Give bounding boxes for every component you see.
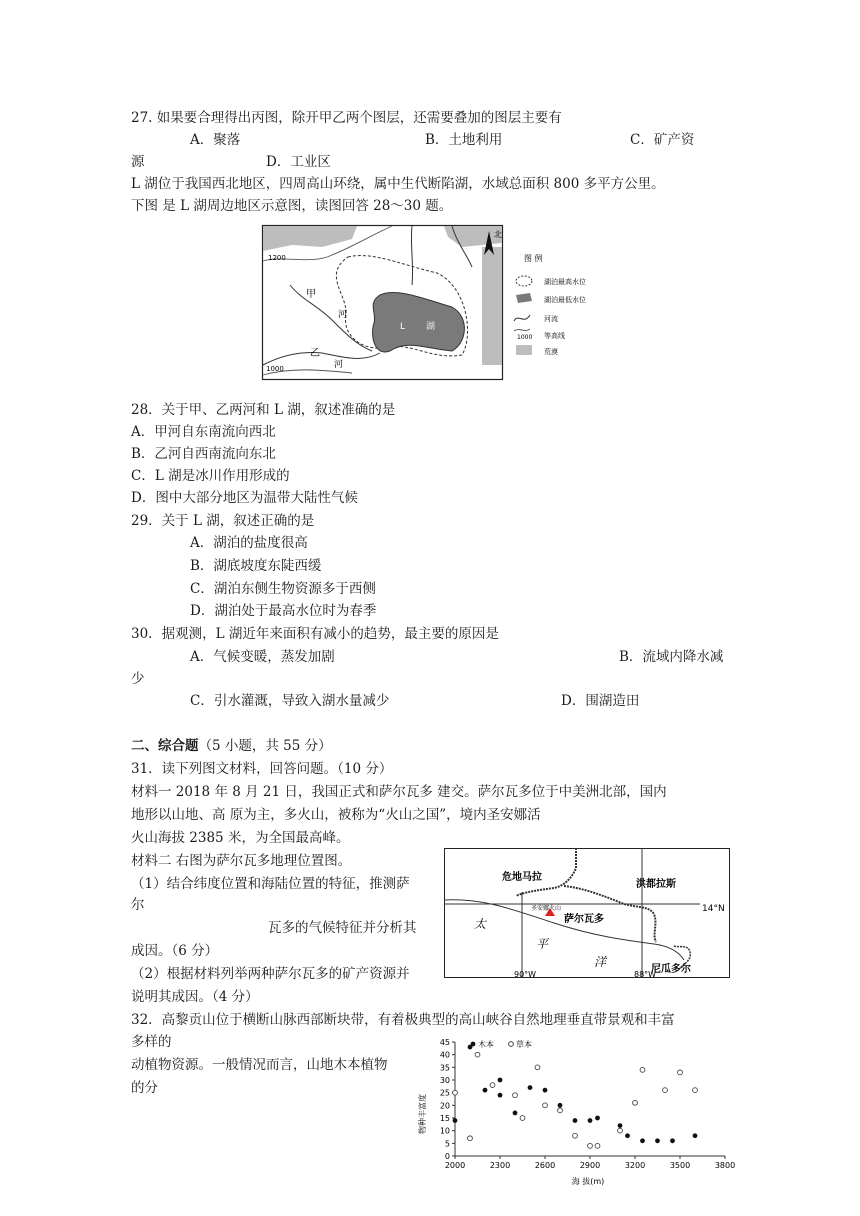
q31-stem: 31．读下列图文材料，回答问题。（10 分） [131,761,393,777]
y-tick-label: 5 [444,1139,450,1149]
woody-point [595,1116,600,1121]
herb-point [588,1143,593,1148]
woody-point [625,1133,630,1138]
legend-river-icon [514,315,530,321]
label-guatemala: 危地马拉 [502,872,542,883]
section2-score: （5 小题，共 55 分） [198,738,332,754]
q31-part1-line2: 尔 [131,897,145,913]
woody-point [588,1118,593,1123]
x-tick-label: 3800 [714,1161,736,1170]
q31-material1-line1: 材料一 2018 年 8 月 21 日，我国正式和萨尔瓦多 建交。萨尔瓦多位于中美洲北部，国内 [131,784,667,800]
chart-ticks [440,1038,735,1170]
y-tick-label: 20 [439,1101,450,1111]
label-lon-90w: 90°W [514,970,537,979]
q30-option-d: D．围湖造田 [561,693,640,709]
q31-material2: 材料二 右图为萨尔瓦多地理位置图。 [131,853,352,869]
y-tick-label: 15 [439,1114,450,1123]
chart-axes [455,1042,725,1156]
label-elsalvador: 萨尔瓦多 [564,914,604,925]
q27-option-d: D．工业区 [266,154,331,170]
herb-point [513,1093,518,1098]
label-ocean-3: 洋 [594,955,607,969]
legend-low: 湖泊最低水位 [544,296,586,304]
map2-frame [445,849,730,978]
chart-y-label: 物种丰富度 [418,1094,427,1134]
label-lake-l: L [400,322,406,332]
q31-material1-line2: 地形以山地、高 原为主，多火山，被称为“火山之国”，境内圣安娜活 [131,807,541,823]
herb-point [595,1143,600,1148]
q28-option-b: B．乙河自西南流向东北 [131,446,276,462]
legend-low-icon [516,293,532,303]
section2-title: 二、综合题 [131,738,199,754]
herb-point [663,1088,668,1093]
label-ocean-1: 太 [474,917,487,931]
woody-point [453,1118,458,1123]
y-tick-label: 25 [439,1088,450,1098]
label-1200: 1200 [268,254,286,262]
legend-contour-num: 1000 [517,334,533,341]
y-tick-label: 10 [439,1126,450,1136]
q30-stem: 30．据观测，L 湖近年来面积有减小的趋势，最主要的原因是 [131,626,499,642]
legend-marker [509,1042,514,1047]
q27-option-c-cont: 源 [131,154,145,170]
herb-point [535,1065,540,1070]
y-tick-label: 40 [439,1050,450,1060]
woody-point [618,1123,623,1128]
woody-point [528,1085,533,1090]
herb-point [678,1070,683,1075]
legend-desert-icon [516,345,532,355]
q28-option-c: C．L 湖是冰川作用形成的 [131,468,290,484]
herb-point [633,1100,638,1105]
woody-point [573,1118,578,1123]
q29-stem: 29．关于 L 湖，叙述正确的是 [131,513,315,529]
desert-area-east [482,247,502,365]
x-tick-label: 2300 [489,1161,511,1170]
legend-label: 木本 [478,1040,494,1049]
section2-heading [131,737,332,755]
herb-point [640,1067,645,1072]
legend-high: 湖泊最高水位 [544,278,586,286]
q32-line2: 多样的 [131,1034,172,1050]
q29-option-d: D．湖泊处于最高水位时为春季 [190,603,377,619]
q32-line1: 32．高黎贡山位于横断山脉西部断块带，有着极典型的高山峡谷自然地理垂直带景观和丰富 [131,1012,675,1028]
q29-option-b: B．湖底坡度东陡西缓 [190,558,322,574]
q31-part1-line3: 瓦多的气候特征并分析其 [268,920,417,936]
legend-contour-icon [514,329,530,331]
q30-option-b: B．流域内降水减 [619,649,724,665]
woody-point [655,1138,660,1143]
herb-point [693,1088,698,1093]
y-tick-label: 30 [439,1076,450,1085]
label-honduras: 洪都拉斯 [636,879,676,890]
x-tick-label: 2600 [534,1161,556,1170]
q30-option-a: A．气候变暖，蒸发加剧 [190,649,335,665]
q31-material1-line3: 火山海拔 2385 米，为全国最高峰。 [131,830,350,846]
herb-point [475,1052,480,1057]
species-richness-chart [413,1034,736,1186]
label-yi-he: 河 [334,360,344,370]
legend-label: 草本 [516,1040,532,1049]
herb-point [490,1083,495,1088]
q27-option-c: C．矿产资 [630,132,695,148]
chart-x-label: 海 拔(m) [571,1177,605,1186]
herb-point [453,1090,458,1095]
y-tick-label: 45 [439,1038,450,1047]
q31-part1-line1: （1）结合纬度位置和海陆位置的特征，推测萨 [131,876,410,892]
legend-marker [471,1042,476,1047]
legend-title: 图 例 [524,254,543,263]
legend-river: 河流 [544,315,558,323]
herb-point [618,1128,623,1133]
q30-option-b-cont: 少 [131,671,145,687]
woody-point [543,1088,548,1093]
herb-point [543,1103,548,1108]
label-1000: 1000 [266,365,284,373]
label-volcano: 圣安娜火山 [531,905,562,912]
chart-legend [471,1039,532,1049]
woody-point [693,1133,698,1138]
y-tick-label: 35 [439,1063,450,1073]
q31-part2-line1: （2）根据材料列举两种萨尔瓦多的矿产资源并 [131,966,410,982]
label-lat-14n: 14°N [702,904,725,914]
label-yi: 乙 [310,348,320,359]
herb-point [573,1133,578,1138]
q27-option-a: A．聚落 [190,132,241,148]
chart-points [453,1045,698,1149]
intro28-line1: L 湖位于我国西北地区，四周高山环绕，属中生代断陷湖，水域总面积 800 多平方公里。 [131,176,665,192]
q27-stem: 27. 如果要合理得出丙图，除开甲乙两个图层，还需要叠加的图层主要有 [131,110,562,126]
woody-point [670,1138,675,1143]
legend-desert: 荒漠 [544,348,558,356]
x-tick-label: 3200 [624,1161,646,1170]
woody-point [498,1093,503,1098]
x-tick-label: 2000 [444,1161,466,1170]
q27-option-b: B．土地利用 [425,132,503,148]
label-jia: 甲 [306,289,316,300]
q29-option-a: A．湖泊的盐度很高 [190,535,308,551]
herb-point [520,1116,525,1121]
q32-line4: 的分 [131,1080,158,1096]
legend-contour: 等高线 [544,332,565,340]
x-tick-label: 3500 [669,1161,691,1170]
q31-part2-line2: 说明其成因。（4 分） [131,989,259,1005]
herb-point [468,1136,473,1141]
q28-option-a: A．甲河自东南流向西北 [131,424,276,440]
woody-point [483,1088,488,1093]
label-nicaragua: 尼瓜多尔 [651,964,691,975]
x-tick-label: 2900 [579,1161,601,1170]
q28-stem: 28．关于甲、乙两河和 L 湖，叙述准确的是 [131,402,396,418]
herb-point [558,1108,563,1113]
el-salvador-map [444,848,730,978]
q28-option-d: D．图中大部分地区为温带大陆性气候 [131,490,358,506]
q32-line3: 动植物资源。一般情况而言，山地木本植物 [131,1057,388,1073]
q30-option-c: C．引水灌溉，导致入湖水量减少 [190,693,390,709]
woody-point [498,1078,503,1083]
label-north: 北 [494,230,502,239]
lake-l-map [262,225,602,383]
q29-option-c: C．湖泊东侧生物资源多于西侧 [190,581,376,597]
q31-part1-line4: 成因。（6 分） [131,943,219,959]
label-lake-hu: 湖 [426,322,436,332]
woody-point [640,1138,645,1143]
label-lon-88w: 88°W [634,970,657,979]
y-tick-label: 0 [444,1152,450,1161]
label-jia-he: 河 [338,310,348,320]
woody-point [513,1111,518,1116]
woody-point [558,1103,563,1108]
intro28-line2: 下图 是 L 湖周边地区示意图，读图回答 28～30 题。 [131,198,453,214]
label-ocean-2: 平 [536,937,549,951]
legend-high-icon [516,276,532,286]
